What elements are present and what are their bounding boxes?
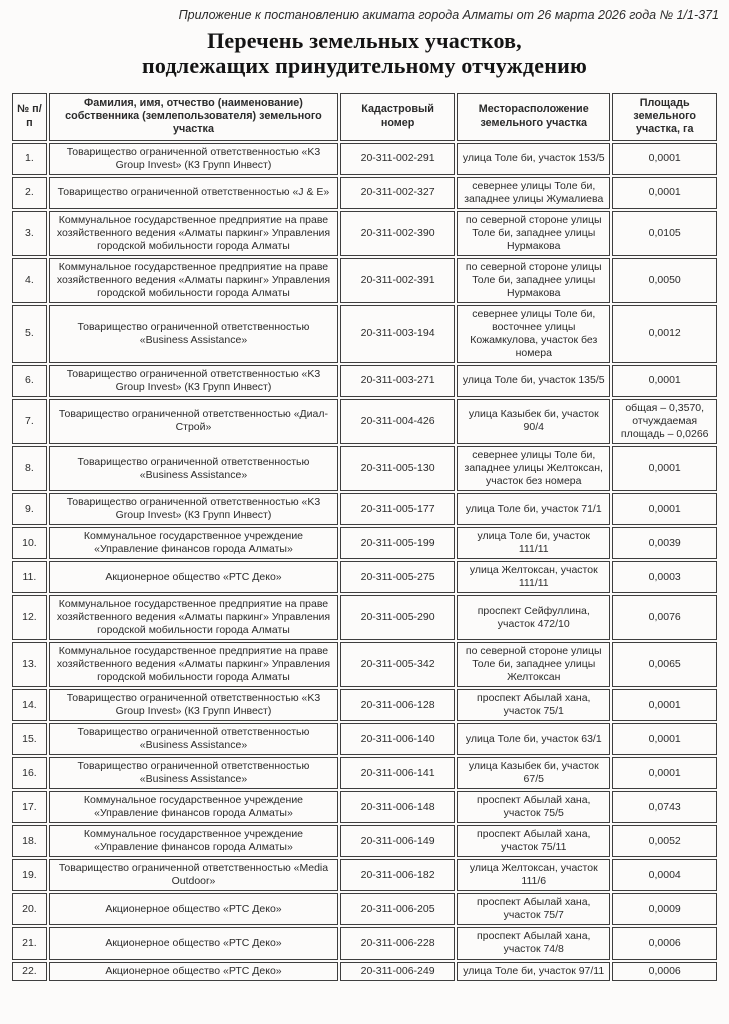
location-cell: проспект Абылай хана, участок 75/11 — [457, 825, 610, 857]
area-cell: 0,0065 — [612, 642, 717, 687]
cadastral-number-cell: 20-311-006-205 — [340, 893, 455, 925]
table-header — [12, 93, 717, 141]
owner-name-cell: Товарищество ограниченной ответственностью «Business Assistance» — [49, 723, 338, 755]
row-number-cell: 7. — [12, 399, 47, 444]
owner-name-cell: Товарищество ограниченной ответственностью «Business Assistance» — [49, 446, 338, 491]
column-header-location: Месторасположение земельного участка — [457, 93, 610, 141]
area-cell: 0,0743 — [612, 791, 717, 823]
table-row — [12, 211, 717, 256]
owner-name-cell: Коммунальное государственное предприятие на праве хозяйственного ведения «Алматы паркинг» Управления городской мобильности города Алматы — [49, 595, 338, 640]
table-row — [12, 893, 717, 925]
location-cell: по северной стороне улицы Толе би, западнее улицы Нурмакова — [457, 211, 610, 256]
table-row — [12, 527, 717, 559]
location-cell: проспект Абылай хана, участок 75/7 — [457, 893, 610, 925]
cadastral-number-cell: 20-311-006-148 — [340, 791, 455, 823]
land-plots-table — [10, 91, 719, 983]
cadastral-number-cell: 20-311-006-141 — [340, 757, 455, 789]
area-cell: 0,0050 — [612, 258, 717, 303]
owner-name-cell: Товарищество ограниченной ответственностью «K3 Group Invest» (К3 Групп Инвест) — [49, 143, 338, 175]
cadastral-number-cell: 20-311-006-249 — [340, 962, 455, 981]
cadastral-number-cell: 20-311-005-130 — [340, 446, 455, 491]
location-cell: проспект Абылай хана, участок 74/8 — [457, 927, 610, 959]
area-cell: 0,0001 — [612, 177, 717, 209]
cadastral-number-cell: 20-311-005-199 — [340, 527, 455, 559]
area-cell: 0,0001 — [612, 723, 717, 755]
area-cell: 0,0001 — [612, 446, 717, 491]
owner-name-cell: Коммунальное государственное предприятие на праве хозяйственного ведения «Алматы паркинг» Управления городской мобильности города Алматы — [49, 211, 338, 256]
cadastral-number-cell: 20-311-002-390 — [340, 211, 455, 256]
owner-name-cell: Товарищество ограниченной ответственностью «J & E» — [49, 177, 338, 209]
area-cell: 0,0001 — [612, 689, 717, 721]
area-cell: 0,0006 — [612, 962, 717, 981]
owner-name-cell: Коммунальное государственное учреждение «Управление финансов города Алматы» — [49, 791, 338, 823]
page-title-line-1: Перечень земельных участков, — [207, 28, 522, 53]
location-cell: улица Толе би, участок 111/11 — [457, 527, 610, 559]
table-row — [12, 642, 717, 687]
table-row — [12, 446, 717, 491]
owner-name-cell: Коммунальное государственное предприятие на праве хозяйственного ведения «Алматы паркинг» Управления городской мобильности города Алматы — [49, 642, 338, 687]
owner-name-cell: Акционерное общество «РТС Деко» — [49, 561, 338, 593]
location-cell: улица Толе би, участок 135/5 — [457, 365, 610, 397]
owner-name-cell: Коммунальное государственное учреждение «Управление финансов города Алматы» — [49, 527, 338, 559]
location-cell: улица Толе би, участок 153/5 — [457, 143, 610, 175]
table-row — [12, 689, 717, 721]
owner-name-cell: Товарищество ограниченной ответственностью «K3 Group Invest» (К3 Групп Инвест) — [49, 365, 338, 397]
owner-name-cell: Коммунальное государственное предприятие на праве хозяйственного ведения «Алматы паркинг» Управления городской мобильности города Алматы — [49, 258, 338, 303]
cadastral-number-cell: 20-311-002-391 — [340, 258, 455, 303]
row-number-cell: 6. — [12, 365, 47, 397]
column-header-owner: Фамилия, имя, отчество (наименование) собственника (землепользователя) земельного участка — [49, 93, 338, 141]
area-cell: 0,0003 — [612, 561, 717, 593]
area-cell: общая – 0,3570, отчуждаемая площадь – 0,0266 — [612, 399, 717, 444]
location-cell: улица Толе би, участок 97/11 — [457, 962, 610, 981]
table-row — [12, 365, 717, 397]
row-number-cell: 19. — [12, 859, 47, 891]
column-header-number: № п/п — [12, 93, 47, 141]
location-cell: улица Желтоксан, участок 111/6 — [457, 859, 610, 891]
row-number-cell: 9. — [12, 493, 47, 525]
row-number-cell: 21. — [12, 927, 47, 959]
table-row — [12, 258, 717, 303]
page-title — [10, 28, 719, 79]
table-row — [12, 927, 717, 959]
row-number-cell: 13. — [12, 642, 47, 687]
table-row — [12, 962, 717, 981]
cadastral-number-cell: 20-311-006-182 — [340, 859, 455, 891]
location-cell: севернее улицы Толе би, восточнее улицы Кожамкулова, участок без номера — [457, 305, 610, 363]
table-header-row — [12, 93, 717, 141]
table-row — [12, 859, 717, 891]
row-number-cell: 15. — [12, 723, 47, 755]
location-cell: проспект Абылай хана, участок 75/5 — [457, 791, 610, 823]
location-cell: улица Казыбек би, участок 90/4 — [457, 399, 610, 444]
area-cell: 0,0076 — [612, 595, 717, 640]
location-cell: проспект Сейфуллина, участок 472/10 — [457, 595, 610, 640]
cadastral-number-cell: 20-311-002-327 — [340, 177, 455, 209]
column-header-area: Площадь земельного участка, га — [612, 93, 717, 141]
area-cell: 0,0001 — [612, 365, 717, 397]
area-cell: 0,0006 — [612, 927, 717, 959]
row-number-cell: 4. — [12, 258, 47, 303]
row-number-cell: 11. — [12, 561, 47, 593]
row-number-cell: 16. — [12, 757, 47, 789]
location-cell: севернее улицы Толе би, западнее улицы Жумалиева — [457, 177, 610, 209]
area-cell: 0,0001 — [612, 143, 717, 175]
owner-name-cell: Товарищество ограниченной ответственностью «K3 Group Invest» (К3 Групп Инвест) — [49, 493, 338, 525]
row-number-cell: 8. — [12, 446, 47, 491]
location-cell: улица Толе би, участок 71/1 — [457, 493, 610, 525]
area-cell: 0,0004 — [612, 859, 717, 891]
cadastral-number-cell: 20-311-006-228 — [340, 927, 455, 959]
location-cell: улица Толе би, участок 63/1 — [457, 723, 610, 755]
location-cell: улица Казыбек би, участок 67/5 — [457, 757, 610, 789]
table-row — [12, 723, 717, 755]
cadastral-number-cell: 20-311-003-194 — [340, 305, 455, 363]
owner-name-cell: Коммунальное государственное учреждение «Управление финансов города Алматы» — [49, 825, 338, 857]
row-number-cell: 12. — [12, 595, 47, 640]
cadastral-number-cell: 20-311-006-149 — [340, 825, 455, 857]
cadastral-number-cell: 20-311-005-342 — [340, 642, 455, 687]
row-number-cell: 5. — [12, 305, 47, 363]
table-row — [12, 493, 717, 525]
page-title-line-2: подлежащих принудительному отчуждению — [142, 53, 587, 79]
area-cell: 0,0105 — [612, 211, 717, 256]
area-cell: 0,0009 — [612, 893, 717, 925]
document-annotation: Приложение к постановлению акимата города Алматы от 26 марта 2026 года № 1/1-371 — [178, 8, 719, 22]
row-number-cell: 22. — [12, 962, 47, 981]
table-row — [12, 825, 717, 857]
table-row — [12, 399, 717, 444]
location-cell: улица Желтоксан, участок 111/11 — [457, 561, 610, 593]
owner-name-cell: Акционерное общество «РТС Деко» — [49, 893, 338, 925]
cadastral-number-cell: 20-311-006-128 — [340, 689, 455, 721]
table-body — [12, 143, 717, 981]
row-number-cell: 10. — [12, 527, 47, 559]
row-number-cell: 2. — [12, 177, 47, 209]
location-cell: по северной стороне улицы Толе би, западнее улицы Нурмакова — [457, 258, 610, 303]
cadastral-number-cell: 20-311-005-290 — [340, 595, 455, 640]
owner-name-cell: Акционерное общество «РТС Деко» — [49, 927, 338, 959]
row-number-cell: 14. — [12, 689, 47, 721]
cadastral-number-cell: 20-311-003-271 — [340, 365, 455, 397]
area-cell: 0,0001 — [612, 757, 717, 789]
area-cell: 0,0001 — [612, 493, 717, 525]
table-row — [12, 143, 717, 175]
table-row — [12, 791, 717, 823]
cadastral-number-cell: 20-311-006-140 — [340, 723, 455, 755]
owner-name-cell: Товарищество ограниченной ответственностью «Диал-Строй» — [49, 399, 338, 444]
table-row — [12, 595, 717, 640]
area-cell: 0,0039 — [612, 527, 717, 559]
table-row — [12, 177, 717, 209]
cadastral-number-cell: 20-311-005-275 — [340, 561, 455, 593]
owner-name-cell: Товарищество ограниченной ответственностью «Business Assistance» — [49, 757, 338, 789]
row-number-cell: 17. — [12, 791, 47, 823]
owner-name-cell: Товарищество ограниченной ответственностью «Media Outdoor» — [49, 859, 338, 891]
row-number-cell: 18. — [12, 825, 47, 857]
location-cell: по северной стороне улицы Толе би, западнее улицы Желтоксан — [457, 642, 610, 687]
row-number-cell: 1. — [12, 143, 47, 175]
owner-name-cell: Товарищество ограниченной ответственностью «K3 Group Invest» (К3 Групп Инвест) — [49, 689, 338, 721]
owner-name-cell: Товарищество ограниченной ответственностью «Business Assistance» — [49, 305, 338, 363]
column-header-cadastral: Кадастровый номер — [340, 93, 455, 141]
table-row — [12, 561, 717, 593]
table-row — [12, 305, 717, 363]
location-cell: севернее улицы Толе би, западнее улицы Желтоксан, участок без номера — [457, 446, 610, 491]
table-row — [12, 757, 717, 789]
location-cell: проспект Абылай хана, участок 75/1 — [457, 689, 610, 721]
cadastral-number-cell: 20-311-002-291 — [340, 143, 455, 175]
owner-name-cell: Акционерное общество «РТС Деко» — [49, 962, 338, 981]
area-cell: 0,0052 — [612, 825, 717, 857]
area-cell: 0,0012 — [612, 305, 717, 363]
cadastral-number-cell: 20-311-004-426 — [340, 399, 455, 444]
cadastral-number-cell: 20-311-005-177 — [340, 493, 455, 525]
row-number-cell: 20. — [12, 893, 47, 925]
row-number-cell: 3. — [12, 211, 47, 256]
